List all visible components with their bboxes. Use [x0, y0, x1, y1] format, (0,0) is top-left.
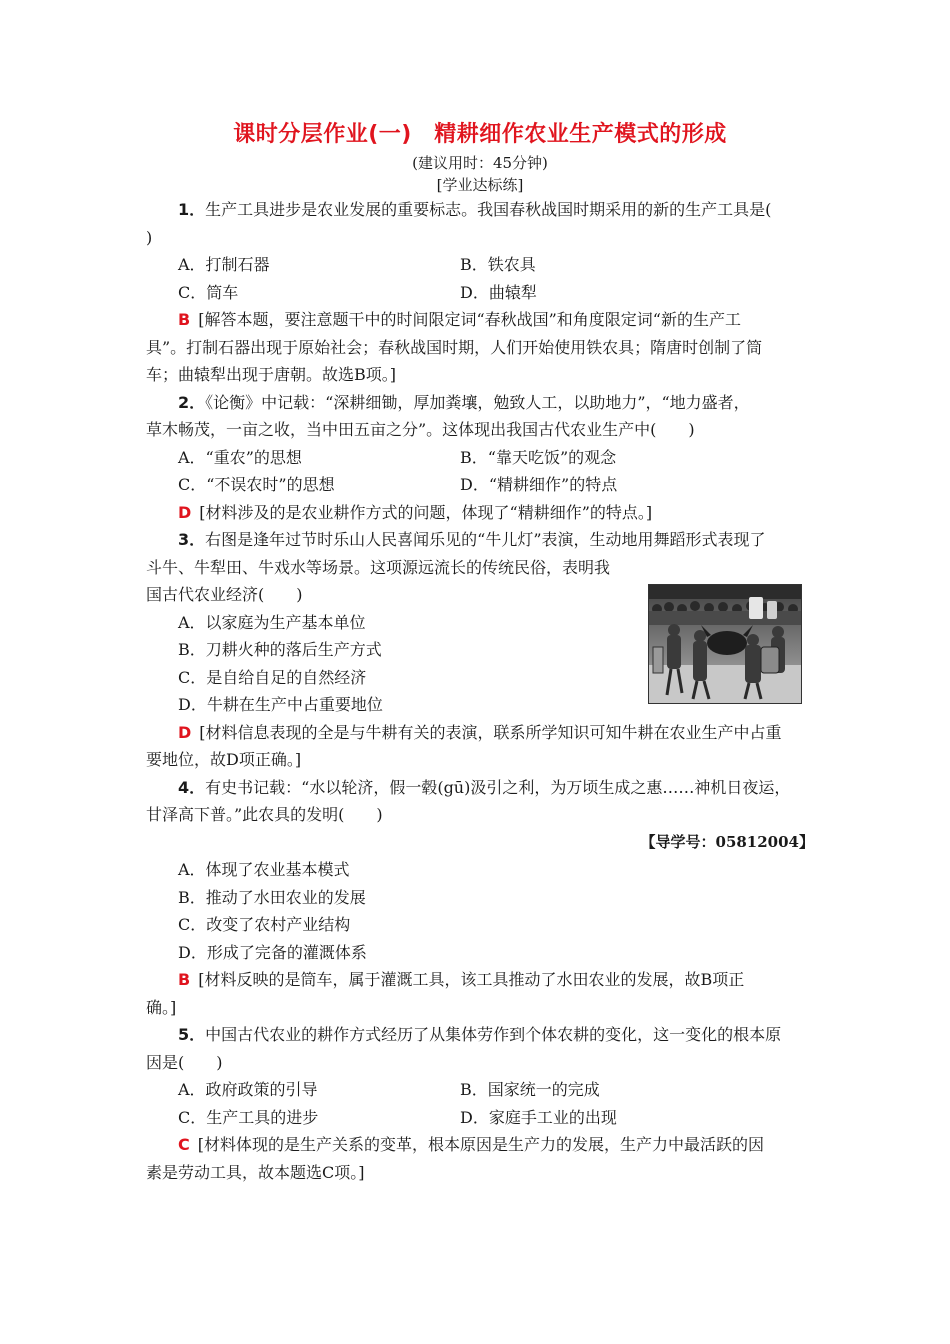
- question-1-options-row1: [146, 251, 814, 279]
- question-5-stem-line1: 5．中国古代农业的耕作方式经历了从集体劳作到个体农耕的变化，这一变化的根本原: [178, 1025, 782, 1044]
- option-a[interactable]: A．打制石器: [178, 255, 270, 274]
- worksheet-page: [146, 118, 814, 1186]
- option-d[interactable]: D．曲辕犁: [460, 282, 537, 302]
- question-4-stem-line2: 甘泽高下普。”此农具的发明( ): [146, 805, 383, 824]
- question-5-explanation-line1: C [材料体现的是生产关系的变革，根本原因是生产力的发展，生产力中最活跃的因: [178, 1135, 764, 1154]
- question-1-stem-line2: ): [146, 227, 153, 247]
- question-1: [146, 196, 814, 389]
- guide-number: 【导学号：05812004】: [640, 832, 814, 851]
- answer-letter: D: [178, 722, 192, 742]
- option-b[interactable]: B．刀耕火种的落后生产方式: [178, 640, 382, 659]
- question-5-explanation-line2: 素是劳动工具，故本题选C项。]: [146, 1162, 365, 1182]
- option-b[interactable]: B．铁农具: [460, 255, 536, 274]
- question-3-explanation-line1: D [材料信息表现的全是与牛耕有关的表演，联系所学知识可知牛耕在农业生产中占重: [178, 722, 782, 742]
- option-c[interactable]: C．筒车: [178, 282, 239, 302]
- answer-letter: C: [178, 1135, 190, 1154]
- question-5-number: 5．: [178, 1025, 206, 1044]
- answer-letter: B: [178, 310, 191, 329]
- question-3: [146, 526, 814, 774]
- option-d[interactable]: D．“精耕细作”的特点: [460, 475, 618, 494]
- question-2-stem-line1: 2．《论衡》中记载：“深耕细锄，厚加粪壤，勉致人工，以助地力”，“地力盛者，: [178, 392, 750, 412]
- option-d[interactable]: D．家庭手工业的出现: [460, 1107, 617, 1127]
- question-3-stem-line3: 国古代农业经济( ): [146, 585, 303, 604]
- option-b[interactable]: B．推动了水田农业的发展: [178, 887, 366, 907]
- option-c[interactable]: C．改变了农村产业结构: [178, 915, 351, 934]
- question-2-stem-line2: 草木畅茂，一亩之收，当中田五亩之分”。这体现出我国古代农业生产中( ): [146, 420, 695, 439]
- question-4-number: 4．: [178, 777, 206, 797]
- option-b[interactable]: B．“靠天吃饭”的观念: [460, 447, 617, 467]
- question-2-number: 2．: [178, 392, 206, 412]
- answer-letter: B: [178, 970, 191, 989]
- niu-er-deng-performance-photo: [648, 584, 802, 704]
- question-2-explanation-line1: D [材料涉及的是农业耕作方式的问题，体现了“精耕细作”的特点。]: [178, 502, 653, 522]
- option-a[interactable]: A．体现了农业基本模式: [178, 860, 350, 879]
- option-d[interactable]: D．牛耕在生产中占重要地位: [178, 695, 383, 714]
- question-1-explanation-line2: 具”。打制石器出现于原始社会；春秋战国时期，人们开始使用铁农具；隋唐时创制了筒: [146, 337, 763, 357]
- option-d[interactable]: D．形成了完备的灌溉体系: [178, 942, 367, 962]
- question-4: [146, 774, 814, 1022]
- answer-letter: D: [178, 502, 192, 522]
- question-4-explanation-line1: B [材料反映的是筒车，属于灌溉工具，该工具推动了水田农业的发展，故B项正: [178, 970, 745, 989]
- option-c[interactable]: C．是自给自足的自然经济: [178, 667, 367, 687]
- question-4-stem-line1: 4．有史书记载：“水以轮济，假一毂(gū)汲引之利，为万顷生成之惠……神机日夜运，: [178, 777, 791, 797]
- question-1-explanation-line3: 车；曲辕犁出现于唐朝。故选B项。]: [146, 365, 397, 384]
- question-3-stem-line2: 斗牛、牛犁田、牛戏水等场景。这项源远流长的传统民俗，表明我: [146, 557, 611, 577]
- option-a[interactable]: A．“重农”的思想: [178, 447, 302, 467]
- option-a[interactable]: A．以家庭为生产基本单位: [178, 612, 366, 632]
- page-title: 课时分层作业(一) 精耕细作农业生产模式的形成: [233, 122, 727, 147]
- option-c[interactable]: C．“不误农时”的思想: [178, 475, 335, 494]
- question-3-explanation-line2: 要地位，故D项正确。]: [146, 750, 302, 769]
- question-1-number: 1．: [178, 200, 206, 219]
- question-3-number: 3．: [178, 530, 206, 549]
- question-2-options-row2: [146, 471, 814, 499]
- question-5-stem-line2: 因是( ): [146, 1052, 223, 1072]
- question-2-options-row1: [146, 444, 814, 472]
- question-1-explanation-line1: B [解答本题，要注意题干中的时间限定词“春秋战国”和角度限定词“新的生产工: [178, 310, 741, 329]
- question-1-stem-line1: 1．生产工具进步是农业发展的重要标志。我国春秋战国时期采用的新的生产工具是(: [178, 200, 772, 219]
- option-c[interactable]: C．生产工具的进步: [178, 1107, 319, 1127]
- photo-illustration: [649, 585, 801, 703]
- question-5-options-row2: [146, 1104, 814, 1132]
- section-heading: [学业达标练]: [436, 176, 524, 194]
- question-1-options-row2: [146, 279, 814, 307]
- question-2: [146, 389, 814, 527]
- option-b[interactable]: B．国家统一的完成: [460, 1080, 600, 1099]
- option-a[interactable]: A．政府政策的引导: [178, 1080, 318, 1099]
- time-hint: (建议用时：45分钟): [412, 154, 548, 172]
- question-4-explanation-line2: 确。]: [146, 997, 177, 1017]
- question-3-stem-line1: 3．右图是逢年过节时乐山人民喜闻乐见的“牛儿灯”表演，生动地用舞蹈形式表现了: [178, 530, 766, 549]
- question-5: [146, 1021, 814, 1186]
- question-5-options-row1: [146, 1076, 814, 1104]
